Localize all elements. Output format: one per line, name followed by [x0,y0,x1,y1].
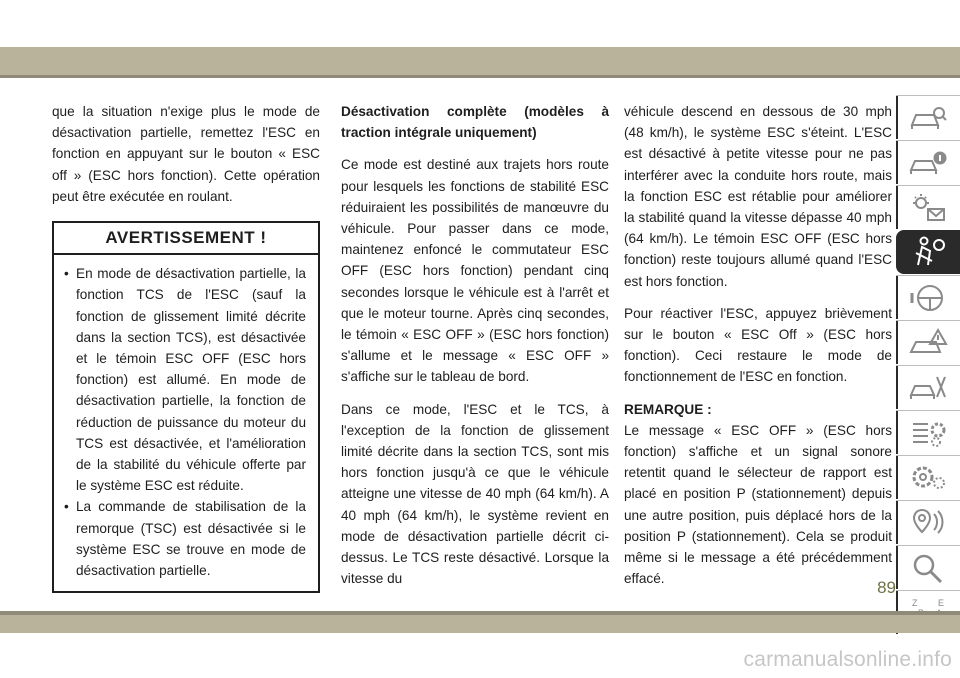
chapter-tabs [896,95,960,635]
body-paragraph: véhicule descend en dessous de 30 mph (48 km/h), le système ESC s'éteint. L'ESC est désactivé à petite vitesse pour ne pas interférer avec la conduite hors route, mais la fonction ESC est rétablie pour améliorer la stabilité quand la vitesse dépasse 40 mph (64 km/h). Le témoin ESC OFF (ESC hors fonction) reste toujours allumé quand l'ESC est hors fonction. [624,104,892,289]
index-letter: E [938,597,945,608]
top-band-line [0,75,960,78]
warning-box [52,221,320,593]
page-number: 89 [877,578,896,597]
tab-car-search[interactable] [896,95,960,139]
tab-car-tools[interactable] [896,365,960,409]
warning-title: AVERTISSEMENT ! [54,223,318,255]
warning-list [54,263,306,581]
top-decorative-band [0,47,960,75]
note-text: Le message « ESC OFF » (ESC hors fonction) s'affiche et un signal sonore retentit quand le sélecteur de rapport est placé en position P (stationnement) depuis une autre position, puis déplacé hors de la position P (stationnement). Cela se produit même si le message a été précédemment effacé. [624,422,892,587]
seat-airbag-icon [908,235,948,269]
index-letter: Z [912,597,918,608]
car-tools-icon [908,371,948,405]
column-2 [341,101,609,600]
note-title: REMARQUE : [624,401,712,417]
car-info-icon [908,146,948,180]
tab-car-info[interactable] [896,140,960,184]
watermark: carmanualsonline.info [743,648,952,671]
tab-hazard-warning[interactable] [896,320,960,364]
hazard-warning-icon [908,326,948,360]
tab-maintenance[interactable] [896,410,960,454]
tab-media-nav[interactable] [896,500,960,544]
column-1 [52,101,320,593]
maintenance-gear-icon [908,416,948,450]
section-heading: Désactivation complète (modèles à traction intégrale uniquement) [341,104,609,141]
search-magnifier-icon [908,551,948,585]
dashboard-lights-icon [908,191,948,225]
car-search-icon [908,101,948,135]
warning-item: • En mode de désactivation partielle, la fonction TCS de l'ESC (sauf la fonction de glissement limité décrite dans la section TCS), est désactivée et le témoin ESC OFF (ESC hors fonction) est allumé. En mode de désactivation partielle, la fonction de réduction de puissance du moteur du TCS est désactivée, et l'amélioration de la stabilité du véhicule offerte par le système ESC est réduite. [76,263,306,496]
tab-dashboard-lights[interactable] [896,185,960,229]
body-paragraph: Pour réactiver l'ESC, appuyez brièvement sur le bouton « ESC Off » (ESC hors fonction). Ceci restaure le mode de fonctionnement de l'ESC en fonction. [624,305,892,385]
tab-steering-wheel[interactable] [896,275,960,319]
specs-gear-icon [908,461,948,495]
bottom-decorative-band [0,615,960,633]
tab-seat-airbag[interactable] [896,230,960,274]
tab-specs[interactable] [896,455,960,499]
column-3 [624,101,892,600]
warning-item: • La commande de stabilisation de la remorque (TSC) est désactivée si le système ESC se trouve en mode de désactivation partielle. [76,496,306,581]
body-paragraph: Dans ce mode, l'ESC et le TCS, à l'exception de la fonction de glissement limité décrite dans la section TCS, sont mis hors fonction jusqu'à ce que le véhicule atteigne une vitesse de 40 mph (64 km/h). A 40 mph (64 km/h), le système revient en mode de désactivation partielle décrit ci-dessus. Le TCS reste désactivé. Lorsque la vitesse du [341,401,609,587]
body-paragraph: Ce mode est destiné aux trajets hors route pour lesquels les fonctions de stabilité ESC réduiraient les possibilités de manœuvre du véhicule. Pour passer dans ce mode, maintenez enfoncé le commutateur ESC OFF (ESC hors fonction) pendant cinq secondes lorsque le véhicule est à l'arrêt et que le moteur tourne. Après cinq secondes, le témoin « ESC OFF » (ESC hors fonction) s'allume et le message « ESC OFF » s'affiche sur le tableau de bord. [341,157,609,385]
media-nav-icon [908,506,948,540]
steering-wheel-icon [908,281,948,315]
intro-paragraph: que la situation n'exige plus le mode de désactivation partielle, remettez l'ESC en fonction en appuyant sur le bouton « ESC off » (ESC hors fonction). Cette opération peut être exécutée en roulant. [52,104,320,204]
tab-search[interactable] [896,545,960,589]
